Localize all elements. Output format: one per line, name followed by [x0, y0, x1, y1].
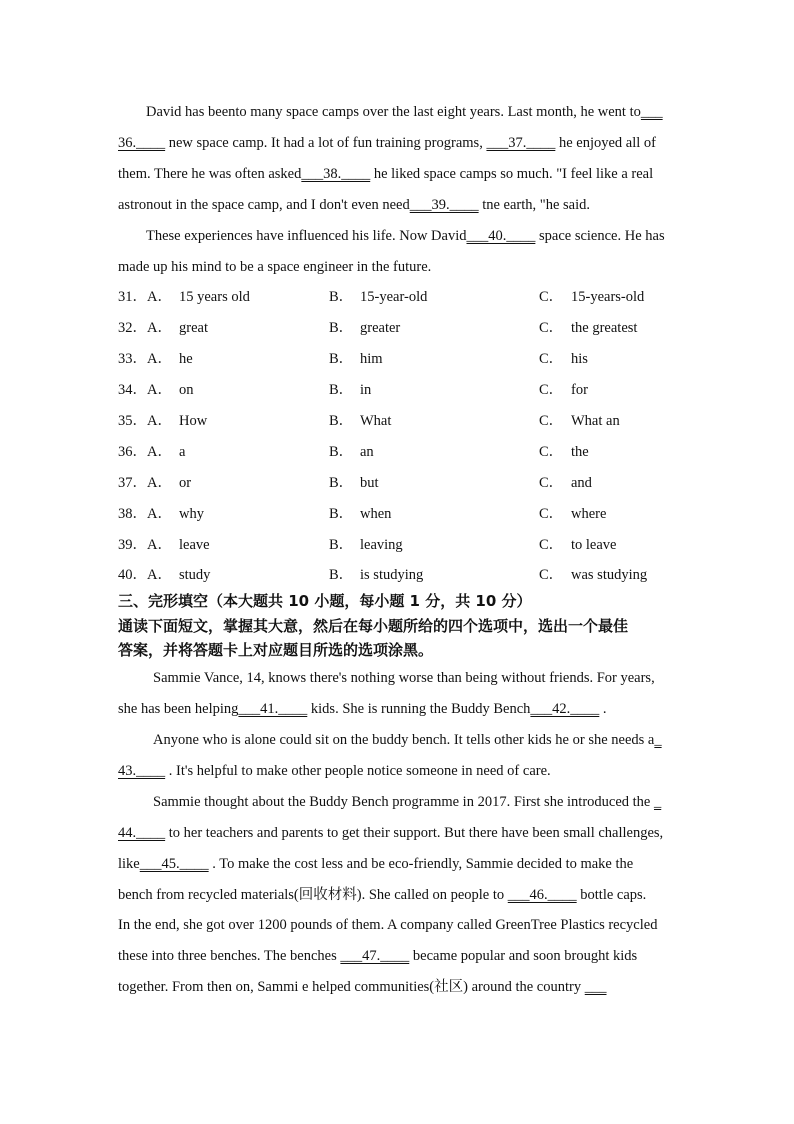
passage2-line-10 — [118, 947, 637, 965]
text: These experiences have influenced his life. Now David — [146, 228, 467, 244]
option-a: How — [179, 413, 208, 429]
option-letter-c: C． — [539, 475, 564, 491]
option-letter-a: A． — [147, 320, 172, 336]
text: In the end, she got over 1200 pounds of them. A company called GreenTree Plastics recycled — [118, 917, 658, 933]
question-number: 33． — [118, 351, 147, 367]
passage2-line-4 — [118, 762, 551, 780]
question-number: 32． — [118, 320, 147, 336]
option-letter-a: A． — [147, 567, 172, 583]
text: Sammie thought about the Buddy Bench programme in 2017. First she introduced the — [153, 794, 654, 810]
text: like — [118, 856, 140, 872]
option-letter-c: C． — [539, 320, 564, 336]
option-c: and — [571, 475, 592, 491]
section-instruction-line-2: 答案，并将答题卡上对应题目所选的选项涂黑。 — [118, 641, 434, 659]
blank-37: ___37.____ — [486, 135, 556, 151]
text: these into three benches. The benches — [118, 948, 341, 964]
text: kids. She is running the Buddy Bench — [307, 701, 531, 717]
text: bench from recycled materials(回收材料). She called on people to — [118, 887, 508, 903]
option-letter-b: B． — [329, 320, 354, 336]
question-38 — [118, 505, 678, 523]
option-c: the — [571, 444, 589, 460]
question-number: 38． — [118, 506, 147, 522]
option-letter-b: B． — [329, 413, 354, 429]
blank-42: ___42.____ — [530, 701, 600, 717]
option-a: study — [179, 567, 211, 583]
blank-36: 36.____ — [118, 135, 166, 151]
option-a: or — [179, 475, 192, 491]
blank-40: ___40.____ — [466, 228, 536, 244]
passage2-line-3 — [153, 731, 662, 749]
text: Sammie Vance, 14, knows there's nothing worse than being without friends. For years, — [153, 670, 655, 686]
option-letter-c: C． — [539, 382, 564, 398]
question-number: 39． — [118, 537, 147, 553]
passage1-line-5 — [146, 227, 665, 245]
passage1-line-1 — [146, 103, 663, 121]
option-c: What an — [571, 413, 620, 429]
text: together. From then on, Sammi e helped communities(社区) around the country — [118, 979, 585, 995]
text: bottle caps. — [576, 887, 647, 903]
text: them. There he was often asked — [118, 166, 302, 182]
option-letter-b: B． — [329, 567, 354, 583]
passage2-line-1 — [153, 669, 655, 687]
option-c: for — [571, 382, 588, 398]
option-a: a — [179, 444, 186, 460]
text: astronout in the space camp, and I don't even need — [118, 197, 410, 213]
passage2-line-9 — [118, 916, 657, 934]
text: tne earth, "he said. — [478, 197, 590, 213]
option-letter-b: B． — [329, 537, 354, 553]
option-letter-c: C． — [539, 506, 564, 522]
blank-47: ___47.____ — [340, 948, 410, 964]
option-letter-a: A． — [147, 475, 172, 491]
option-letter-b: B． — [329, 506, 354, 522]
passage2-line-7 — [118, 855, 633, 873]
blank: ___ — [640, 104, 663, 120]
text: . — [599, 701, 607, 717]
option-a: he — [179, 351, 193, 367]
passage1-line-4 — [118, 196, 590, 214]
text: Anyone who is alone could sit on the buddy bench. It tells other kids he or she needs a — [153, 732, 655, 748]
option-b: 15-year-old — [360, 289, 428, 305]
blank-46: ___46.____ — [507, 887, 577, 903]
passage2-line-8 — [118, 886, 646, 904]
option-a: leave — [179, 537, 210, 553]
option-b: in — [360, 382, 372, 398]
text: space science. He has — [535, 228, 665, 244]
option-b: him — [360, 351, 383, 367]
option-letter-b: B． — [329, 444, 354, 460]
question-35 — [118, 412, 678, 430]
text: became popular and soon brought kids — [409, 948, 638, 964]
option-letter-a: A． — [147, 351, 172, 367]
passage2-line-5 — [153, 793, 661, 811]
option-letter-b: B． — [329, 475, 354, 491]
option-letter-b: B． — [329, 351, 354, 367]
option-c: was studying — [571, 567, 648, 583]
blank: ___ — [584, 979, 607, 995]
question-39 — [118, 536, 678, 554]
passage2-line-6 — [118, 824, 663, 842]
question-number: 40． — [118, 567, 147, 583]
question-number: 37． — [118, 475, 147, 491]
option-b: but — [360, 475, 379, 491]
question-number: 31． — [118, 289, 147, 305]
text: he enjoyed all of — [555, 135, 656, 151]
option-a: on — [179, 382, 194, 398]
question-number: 36． — [118, 444, 147, 460]
text: made up his mind to be a space engineer in the future. — [118, 259, 432, 275]
blank-45: ___45.____ — [139, 856, 209, 872]
option-letter-c: C． — [539, 351, 564, 367]
option-letter-c: C． — [539, 413, 564, 429]
question-37 — [118, 474, 678, 492]
option-letter-a: A． — [147, 382, 172, 398]
text: she has been helping — [118, 701, 239, 717]
passage1-line-2 — [118, 134, 656, 152]
option-c: 15-years-old — [571, 289, 645, 305]
text: to her teachers and parents to get their support. But there have been small challenges, — [165, 825, 664, 841]
question-33 — [118, 350, 678, 368]
option-letter-a: A． — [147, 289, 172, 305]
blank: _ — [654, 732, 662, 748]
option-letter-a: A． — [147, 413, 172, 429]
question-34 — [118, 381, 678, 399]
section-instruction-line-1: 通读下面短文，掌握其大意，然后在每小题所给的四个选项中，选出一个最佳 — [118, 617, 629, 635]
blank: _ — [653, 794, 662, 810]
text: new space camp. It had a lot of fun training programs, — [165, 135, 487, 151]
option-c: where — [571, 506, 607, 522]
text: he liked space camps so much. "I feel like a real — [370, 166, 654, 182]
option-b: is studying — [360, 567, 424, 583]
option-letter-c: C． — [539, 289, 564, 305]
blank-43: 43.____ — [118, 763, 166, 779]
option-b: when — [360, 506, 392, 522]
option-c: to leave — [571, 537, 617, 553]
question-number: 35． — [118, 413, 147, 429]
option-letter-b: B． — [329, 382, 354, 398]
text: . It's helpful to make other people notice someone in need of care. — [165, 763, 551, 779]
option-letter-b: B． — [329, 289, 354, 305]
passage1-line-3 — [118, 165, 653, 183]
blank-44: 44.____ — [118, 825, 166, 841]
option-c: his — [571, 351, 588, 367]
passage1-line-6 — [118, 258, 431, 276]
text: David has beento many space camps over the last eight years. Last month, he went to — [146, 104, 641, 120]
option-b: an — [360, 444, 374, 460]
option-letter-c: C． — [539, 444, 564, 460]
blank-41: ___41.____ — [238, 701, 308, 717]
blank-38: ___38.____ — [301, 166, 371, 182]
question-31 — [118, 288, 678, 306]
option-a: why — [179, 506, 204, 522]
option-letter-c: C． — [539, 537, 564, 553]
passage2-line-2 — [118, 700, 607, 718]
option-b: greater — [360, 320, 401, 336]
section-heading: 三、完形填空（本大题共 10 小题，每小题 1 分，共 10 分） — [118, 592, 532, 610]
blank-39: ___39.____ — [409, 197, 479, 213]
option-letter-a: A． — [147, 506, 172, 522]
question-40 — [118, 566, 678, 584]
question-32 — [118, 319, 678, 337]
option-c: the greatest — [571, 320, 638, 336]
option-letter-a: A． — [147, 444, 172, 460]
passage2-line-11 — [118, 978, 606, 996]
question-36 — [118, 443, 678, 461]
option-letter-a: A． — [147, 537, 172, 553]
option-a: great — [179, 320, 208, 336]
question-number: 34． — [118, 382, 147, 398]
option-b: What — [360, 413, 392, 429]
option-a: 15 years old — [179, 289, 250, 305]
option-letter-c: C． — [539, 567, 564, 583]
text: . To make the cost less and be eco-friendly, Sammie decided to make the — [208, 856, 634, 872]
option-b: leaving — [360, 537, 403, 553]
